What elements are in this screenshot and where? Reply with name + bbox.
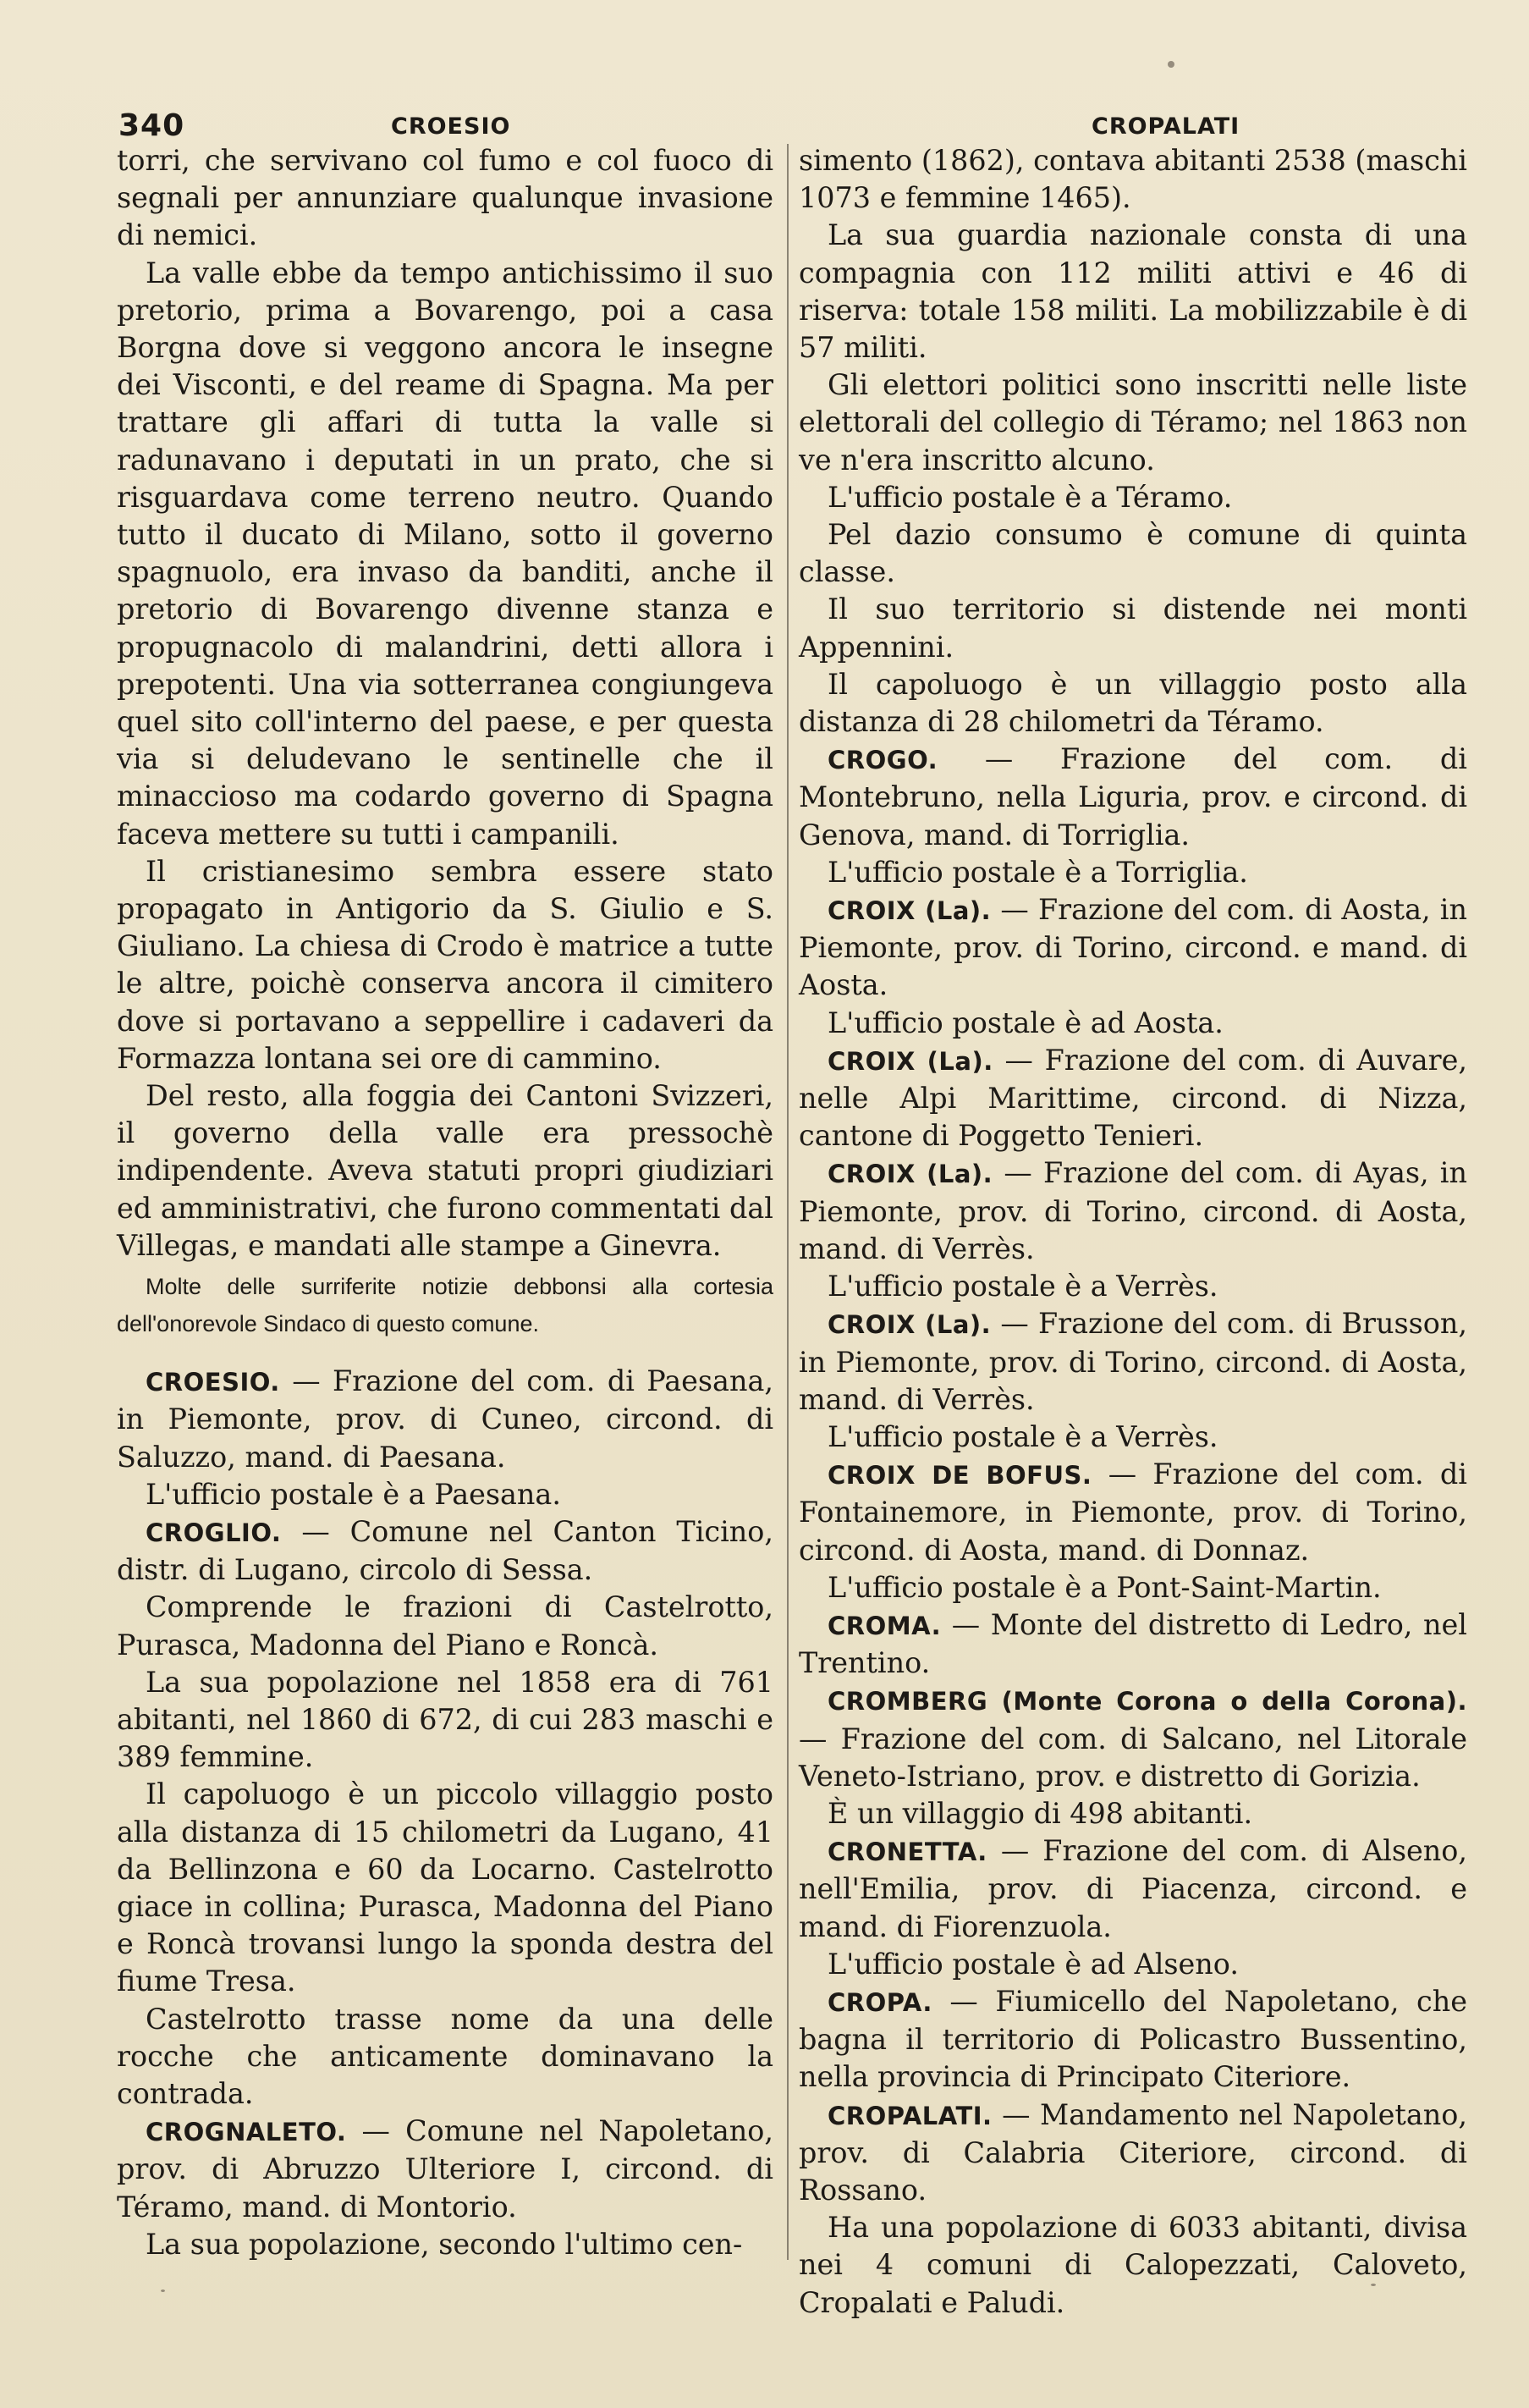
paragraph: La sua popolazione nel 1858 era di 761 abitanti, nel 1860 di 672, di cui 283 maschi e 389 femmine. [117, 1665, 773, 1774]
entry-cropa [799, 1983, 1467, 2097]
entry-croix-de-bofus [799, 1456, 1467, 1569]
paragraph: Comprende le frazioni di Castelrotto, Purasca, Madonna del Piano e Roncà. [117, 1590, 773, 1661]
paragraph: Ha una popolazione di 6033 abitanti, divisa nei 4 comuni di Calopezzati, Caloveto, Cropalati e Paludi. [799, 2211, 1467, 2319]
left-column [117, 142, 773, 2263]
entry-headword: CROESIO. [146, 1368, 280, 1397]
paragraph: L'ufficio postale è a Pont-Saint-Martin. [828, 1570, 1382, 1604]
paragraph: simento (1862), contava abitanti 2538 (maschi 1073 e femmine 1465). [799, 144, 1467, 215]
entry-headword: CROMBERG [828, 1687, 988, 1716]
paragraph: L'ufficio postale è a Torriglia. [828, 855, 1248, 889]
paragraph: L'ufficio postale è a Verrès. [828, 1270, 1218, 1303]
entry-crogo [799, 741, 1467, 854]
paragraph: Il cristianesimo sembra essere stato propagato in Antigorio da S. Giulio e S. Giuliano. La chiesa di Crodo è matrice a tutte le altre, poichè conserva ancora il cimitero dove si portavano a seppellire i cadaveri da Formazza lontana sei ore di cammino. [117, 854, 773, 1075]
page-number: 340 [118, 108, 185, 143]
paragraph: Il capoluogo è un villaggio posto alla distanza di 28 chilometri da Téramo. [799, 667, 1467, 739]
entry-croma [799, 1606, 1467, 1682]
paragraph: Il suo territorio si distende nei monti Appennini. [799, 592, 1467, 664]
entry-croix-brusson [799, 1305, 1467, 1419]
entry-text: — Frazione del com. di Ayas, in Piemonte, prov. di Torino, circond. di Aosta, mand. di Verrès. [799, 1156, 1467, 1265]
entry-text: — Frazione del com. di Salcano, nel Litorale Veneto-Istriano, prov. e distretto di Gorizia. [799, 1722, 1467, 1793]
entry-text: — Comune nel Canton Ticino, distr. di Lugano, circolo di Sessa. [117, 1514, 773, 1587]
paper-speck [1168, 61, 1174, 68]
entry-crognaleto [117, 2113, 773, 2226]
running-head-left: CROESIO [391, 113, 511, 140]
paragraph: È un villaggio di 498 abitanti. [828, 1796, 1253, 1830]
entry-text: — Frazione del com. di Aosta, in Piemonte, prov. di Torino, circond. e mand. di Aosta. [799, 893, 1467, 1002]
entry-cromberg [799, 1682, 1467, 1795]
entry-headword: CROIX (La). [828, 1160, 993, 1189]
running-head-right: CROPALATI [1092, 113, 1240, 140]
entry-text: — Frazione del com. di Alseno, nell'Emilia, prov. di Piacenza, circond. e mand. di Fiorenzuola. [799, 1834, 1467, 1943]
paragraph: La sua guardia nazionale consta di una compagnia con 112 militi attivi e 46 di riserva: totale 158 militi. La mobilizzabile è di 57 militi. [799, 218, 1467, 365]
entry-headword: CROIX (La). [828, 1310, 992, 1340]
right-column [799, 142, 1467, 2322]
page-header [118, 108, 1464, 142]
paragraph: Gli elettori politici sono inscritti nelle liste elettorali del collegio di Téramo; nel 1863 non ve n'era inscritto alcuno. [799, 368, 1467, 477]
entry-croix-aosta [799, 891, 1467, 1005]
entry-croix-ayas [799, 1154, 1467, 1268]
entry-text: — Comune nel Napoletano, prov. di Abruzzo Ulteriore I, circond. di Téramo, mand. di Montorio. [117, 2114, 773, 2223]
paragraph: L'ufficio postale è ad Aosta. [828, 1006, 1224, 1039]
footnote: Molte delle surriferite notizie debbonsi alla cortesia dell'onorevole Sindaco di questo comune. [117, 1274, 773, 1337]
paragraph: La sua popolazione, secondo l'ultimo cen- [146, 2227, 743, 2261]
paragraph: La valle ebbe da tempo antichissimo il suo pretorio, prima a Bovarengo, poi a casa Borgna dove si veggono ancora le insegne dei Visconti, e del reame di Spagna. Ma per trattare gli affari di tutta la valle si radunavano i deputati in un prato, che si risguardava come terreno neutro. Quando tutto il ducato di Milano, sotto il governo spagnuolo, era invaso da banditi, anche il pretorio di Bovarengo divenne stanza e propugnacolo di malandrini, detti allora i prepotenti. Una via sotterranea congiungeva quel sito coll'interno del paese, e per questa via si deludevano le sentinelle che il minaccioso ma codardo governo di Spagna faceva mettere su tutti i campanili. [117, 256, 773, 851]
entry-headword: CROGNALETO. [146, 2118, 347, 2147]
entry-text: — Frazione del com. di Brusson, in Piemonte, prov. di Torino, circond. di Aosta, mand. di Verrès. [799, 1307, 1467, 1416]
paragraph: L'ufficio postale è a Verrès. [828, 1419, 1218, 1453]
entry-headword: CROIX (La). [828, 896, 992, 926]
entry-headword: CROPALATI. [828, 2101, 993, 2130]
entry-headword: CROGO. [828, 746, 938, 775]
entry-croesio [117, 1363, 773, 1476]
paragraph: L'ufficio postale è ad Alseno. [828, 1947, 1239, 1981]
entry-headword: CROGLIO. [146, 1518, 282, 1547]
paragraph: L'ufficio postale è a Paesana. [146, 1477, 561, 1511]
entry-text: — Fiumicello del Napoletano, che bagna il territorio di Policastro Bussentino, nella provincia di Principato Citeriore. [799, 1984, 1467, 2094]
column-divider [787, 144, 789, 2260]
entry-text: — Mandamento nel Napoletano, prov. di Calabria Citeriore, circond. di Rossano. [799, 2097, 1467, 2207]
paper-speck [1371, 2284, 1376, 2286]
entry-cronetta [799, 1832, 1467, 1946]
entry-croglio [117, 1513, 773, 1589]
paragraph: L'ufficio postale è a Téramo. [828, 480, 1233, 514]
entry-headword: CROPA. [828, 1987, 932, 2017]
entry-text: — Frazione del com. di Auvare, nelle Alpi Marittime, circond. di Nizza, cantone di Poggetto Tenieri. [799, 1043, 1468, 1153]
paragraph: Castelrotto trasse nome da una delle rocche che anticamente dominavano la contrada. [117, 2002, 773, 2110]
paragraph: Il capoluogo è un piccolo villaggio posto alla distanza di 15 chilometri da Lugano, 41 da Bellinzona e 60 da Locarno. Castelrotto giace in collina; Purasca, Madonna del Piano e Roncà trovansi lungo la sponda destra del fiume Tresa. [117, 1777, 773, 1998]
paragraph: Del resto, alla foggia dei Cantoni Svizzeri, il governo della valle era pressochè indipendente. Aveva statuti propri giudiziari ed amministrativi, che furono commentati dal Villegas, e mandati alle stampe a Ginevra. [117, 1079, 773, 1262]
entry-headword: CROMA. [828, 1611, 942, 1640]
entry-headword: CROIX DE BOFUS. [828, 1461, 1092, 1491]
entry-text: — Frazione del com. di Montebruno, nella Liguria, prov. e circond. di Genova, mand. di Torriglia. [799, 742, 1467, 851]
entry-text: — Frazione del com. di Paesana, in Piemonte, prov. di Cuneo, circond. di Saluzzo, mand. di Paesana. [117, 1364, 773, 1474]
paragraph: Pel dazio consumo è comune di quinta classe. [799, 518, 1467, 589]
entry-headword: CRONETTA. [828, 1838, 987, 1867]
paper-speck [161, 2290, 165, 2292]
entry-text: — Frazione del com. di Fontainemore, in Piemonte, prov. di Torino, circond. di Aosta, mand. di Donnaz. [799, 1457, 1467, 1567]
entry-headword: CROIX (La). [828, 1046, 993, 1076]
entry-text: — Monte del distretto di Ledro, nel Trentino. [799, 1607, 1467, 1680]
entry-headword-alt: (Monte Corona o della Corona). [1001, 1687, 1467, 1716]
entry-croix-auvare [799, 1042, 1467, 1155]
paragraph: torri, che servivano col fumo e col fuoco di segnali per annunziare qualunque invasione di nemici. [117, 144, 773, 252]
spacer [117, 1342, 773, 1363]
entry-cropalati [799, 2097, 1467, 2210]
